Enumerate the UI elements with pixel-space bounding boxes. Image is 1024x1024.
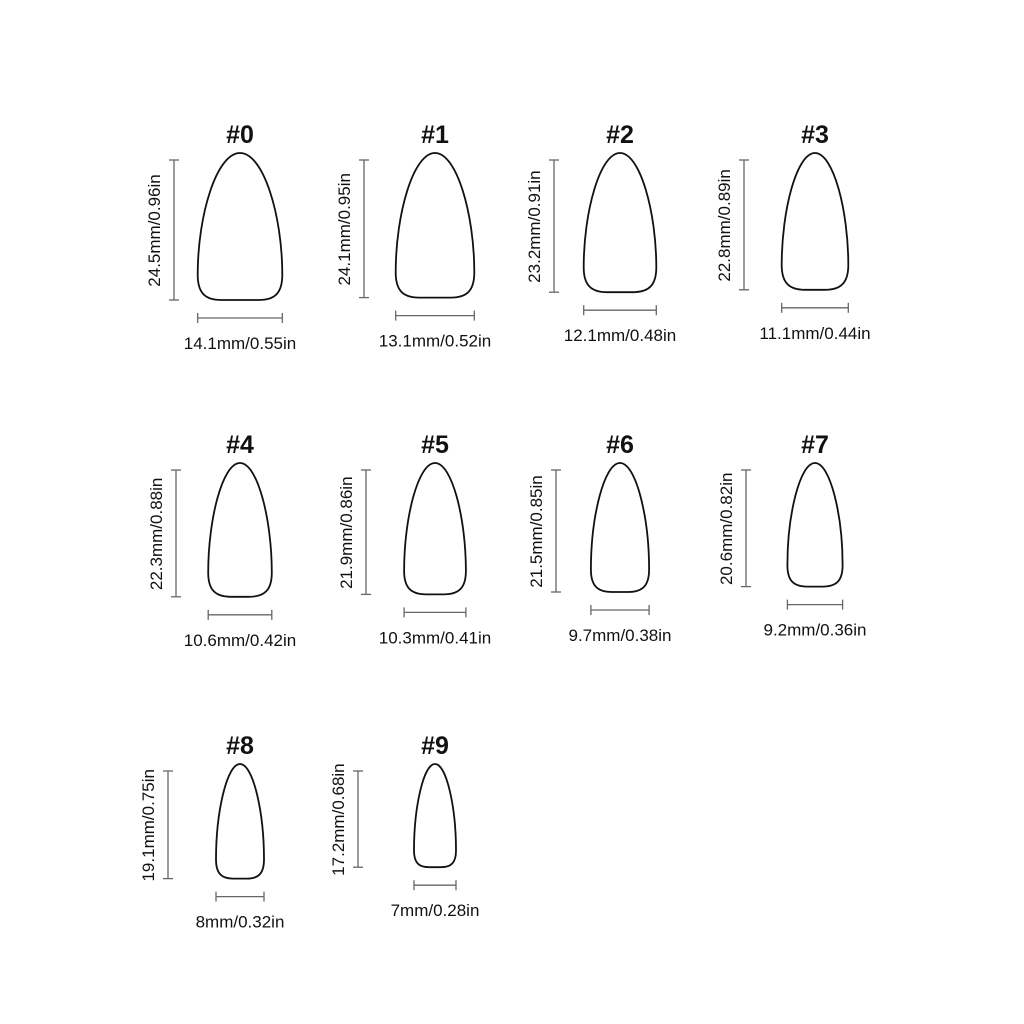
nail-outline (198, 153, 283, 300)
nail-size-9 (329, 732, 479, 920)
length-label: 22.8mm/0.89in (715, 169, 734, 282)
width-dimension-line (198, 313, 283, 323)
width-label: 9.7mm/0.38in (568, 626, 672, 645)
width-label: 12.1mm/0.48in (563, 326, 677, 346)
width-dimension-line (591, 605, 649, 615)
length-dimension-line (739, 160, 749, 290)
nail-outline (396, 153, 475, 298)
width-dimension-line (782, 303, 849, 313)
length-label: 23.2mm/0.91in (525, 170, 544, 283)
nail-size-4 (147, 431, 296, 650)
nail-size-6 (527, 431, 672, 645)
length-label: 19.1mm/0.75in (139, 769, 158, 882)
length-dimension-line (359, 160, 369, 298)
width-label: 10.6mm/0.42in (183, 630, 297, 650)
length-label: 21.9mm/0.86in (337, 476, 356, 589)
length-dimension-line (549, 160, 559, 292)
length-dimension-line (171, 470, 181, 597)
nail-outline (404, 463, 466, 594)
nail-size-3 (715, 121, 871, 343)
nail-size-0 (145, 121, 296, 353)
size-title: #2 (606, 121, 634, 149)
length-label: 24.1mm/0.95in (335, 173, 354, 286)
length-label: 22.3mm/0.88in (147, 477, 166, 591)
nail-outline (787, 463, 842, 587)
nail-outline (216, 764, 264, 879)
width-dimension-line (208, 610, 272, 620)
width-dimension-line (396, 311, 475, 321)
width-label: 9.2mm/0.36in (763, 620, 867, 640)
nail-size-5 (337, 431, 491, 647)
nail-outline (584, 153, 657, 292)
size-title: #3 (801, 121, 829, 149)
nail-outline (782, 153, 849, 290)
width-label: 11.1mm/0.44in (759, 323, 871, 343)
width-label: 8mm/0.32in (195, 912, 285, 932)
nail-outline (414, 764, 456, 867)
nail-size-8 (139, 732, 284, 932)
length-dimension-line (353, 771, 363, 867)
length-label: 20.6mm/0.82in (717, 472, 736, 586)
width-label: 10.3mm/0.41in (378, 628, 492, 648)
nail-size-2 (525, 121, 676, 345)
length-dimension-line (361, 470, 371, 594)
width-label: 14.1mm/0.55in (183, 334, 297, 353)
nail-outline (208, 463, 272, 597)
length-dimension-line (741, 470, 751, 587)
length-label: 17.2mm/0.68in (329, 763, 348, 876)
size-title: #6 (606, 431, 634, 459)
width-label: 7mm/0.28in (390, 901, 480, 921)
size-title: #8 (226, 732, 254, 760)
width-dimension-line (404, 607, 466, 617)
width-dimension-line (584, 305, 657, 315)
length-dimension-line (551, 470, 561, 592)
size-title: #1 (421, 121, 449, 149)
width-dimension-line (216, 892, 264, 902)
length-dimension-line (169, 160, 179, 300)
size-title: #7 (801, 431, 829, 459)
size-title: #9 (421, 732, 449, 760)
size-title: #0 (226, 121, 254, 149)
length-label: 24.5mm/0.96in (145, 174, 164, 287)
nail-size-7 (717, 431, 867, 640)
length-dimension-line (163, 771, 173, 879)
width-dimension-line (787, 600, 842, 610)
width-dimension-line (414, 880, 456, 890)
size-title: #4 (226, 431, 254, 459)
width-label: 13.1mm/0.52in (378, 331, 492, 351)
nail-outline (591, 463, 649, 592)
length-label: 21.5mm/0.85in (527, 475, 546, 588)
nail-size-1 (335, 121, 491, 351)
size-title: #5 (421, 431, 449, 459)
